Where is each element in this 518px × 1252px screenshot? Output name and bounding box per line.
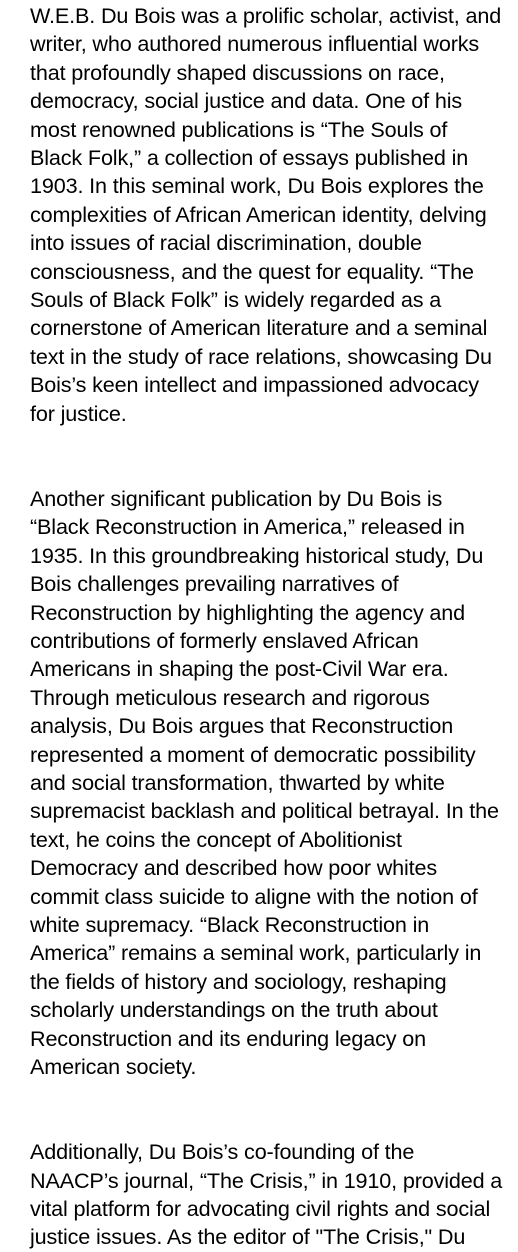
text-line: scholarly understandings on the truth about (30, 997, 438, 1023)
text-line: analysis, Du Bois argues that Reconstruction (30, 713, 454, 739)
text-line: American society. (30, 1054, 197, 1080)
text-line: Through meticulous research and rigorous (30, 684, 430, 710)
text-line: for justice. (30, 400, 127, 426)
text-line: Bois challenges prevailing narratives of (30, 571, 399, 597)
text-line: America” remains a seminal work, particularly in (30, 940, 482, 966)
text-line: supremacist backlash and political betrayal. In the (30, 798, 499, 824)
text-line: Reconstruction and its enduring legacy on (30, 1025, 426, 1051)
paragraph-souls-of-black-folk (30, 2, 508, 428)
text-line: Black Folk,” a collection of essays published in (30, 145, 469, 171)
text-line: Another significant publication by Du Bois is (30, 485, 443, 511)
text-line: into issues of racial discrimination, double (30, 230, 422, 256)
text-line: most renowned publications is “The Souls of (30, 116, 448, 142)
text-line: that profoundly shaped discussions on race, (30, 59, 445, 85)
text-line: 1903. In this seminal work, Du Bois explores the (30, 173, 484, 199)
text-line: commit class suicide to aligne with the notion of (30, 883, 478, 909)
text-line: Additionally, Du Bois’s co-founding of the (30, 1139, 415, 1165)
paragraph-gap (30, 1081, 508, 1138)
text-line: cornerstone of American literature and a seminal (30, 315, 488, 341)
text-line: democracy, social justice and data. One of his (30, 88, 462, 114)
text-line: Bois’s keen intellect and impassioned advocacy (30, 372, 479, 398)
text-line: white supremacy. “Black Reconstruction in (30, 911, 430, 937)
text-line: Americans in shaping the post-Civil War era. (30, 656, 449, 682)
text-line: NAACP’s journal, “The Crisis,” in 1910, provided a (30, 1167, 503, 1193)
text-line: text, he coins the concept of Abolitionist (30, 826, 402, 852)
text-line: represented a moment of democratic possibility (30, 741, 476, 767)
text-line: complexities of African American identity, delving (30, 201, 487, 227)
text-line: justice issues. As the editor of "The Crisis," Du (30, 1224, 466, 1250)
text-line: text in the study of race relations, showcasing Du (30, 343, 492, 369)
text-line: writer, who authored numerous influential works (30, 31, 480, 57)
paragraph-gap (30, 428, 508, 485)
text-line: vital platform for advocating civil rights and social (30, 1196, 491, 1222)
text-line: “Black Reconstruction in America,” released in (30, 514, 465, 540)
paragraph-the-crisis (30, 1138, 508, 1252)
text-line: Democracy and described how poor whites (30, 855, 438, 881)
text-line: W.E.B. Du Bois was a prolific scholar, activist, and (30, 3, 502, 28)
text-line: 1935. In this groundbreaking historical study, Du (30, 542, 484, 568)
text-line: and social transformation, thwarted by white (30, 769, 445, 795)
text-line: contributions of formerly enslaved African (30, 627, 419, 653)
paragraph-black-reconstruction (30, 485, 508, 1082)
text-line: consciousness, and the quest for equality. “The (30, 258, 474, 284)
text-line: Reconstruction by highlighting the agency and (30, 599, 466, 625)
text-line: the fields of history and sociology, reshaping (30, 968, 447, 994)
text-line: Souls of Black Folk” is widely regarded as a (30, 287, 442, 313)
